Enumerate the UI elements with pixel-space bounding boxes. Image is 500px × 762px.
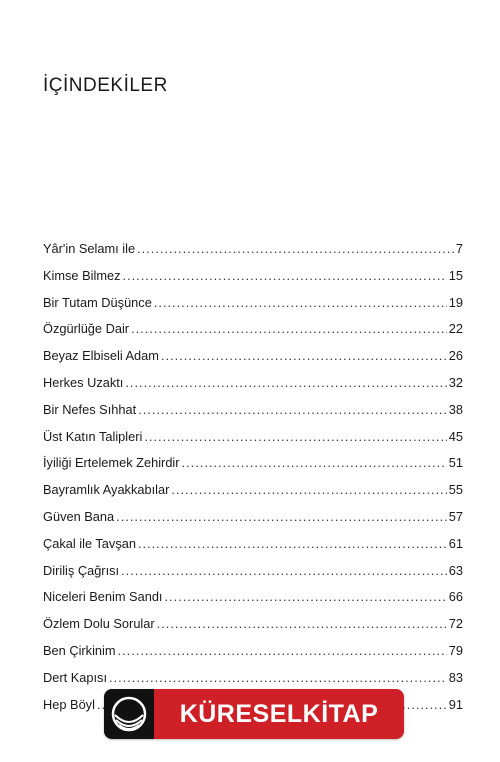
toc-entry-title: Hep Böyl (43, 696, 95, 712)
toc-entry (43, 638, 463, 665)
toc-entry-page: 19 (448, 294, 463, 310)
page-title: İÇİNDEKİLER (43, 74, 168, 96)
toc-entry-title: Özgürlüğe Dair (43, 321, 130, 337)
toc-entry (43, 665, 463, 692)
toc-entry-page: 38 (448, 401, 463, 417)
toc-entry-page: 51 (448, 455, 463, 471)
toc-leader-dots (161, 343, 447, 370)
toc-entry (43, 531, 463, 558)
toc-entry-title: İyiliği Ertelemek Zehirdir (43, 455, 180, 471)
toc-entry (43, 316, 463, 343)
toc-entry-title: Bayramlık Ayakkabılar (43, 482, 170, 498)
toc-entry-title: Niceleri Benim Sandı (43, 589, 163, 605)
toc-entry-title: Özlem Dolu Sorular (43, 616, 155, 632)
toc-entry-page: 61 (448, 535, 463, 551)
toc-leader-dots (182, 450, 447, 477)
toc-leader-dots (125, 370, 446, 397)
toc-entry-page: 79 (448, 642, 463, 658)
table-of-contents (43, 236, 463, 718)
toc-entry (43, 558, 463, 585)
toc-entry-page: 66 (448, 589, 463, 605)
toc-entry-page: 22 (448, 321, 463, 337)
toc-entry-page: 91 (448, 696, 463, 712)
toc-entry-title: Kimse Bilmez (43, 267, 121, 283)
toc-entry-page: 7 (455, 241, 463, 256)
toc-leader-dots (137, 236, 454, 263)
toc-entry-title: Ben Çirkinim (43, 642, 116, 658)
toc-entry (43, 263, 463, 290)
toc-leader-dots (118, 638, 447, 665)
toc-entry (43, 424, 463, 451)
toc-entry (43, 343, 463, 370)
toc-entry (43, 397, 463, 424)
toc-leader-dots (138, 397, 447, 424)
brand-name: KÜRESELKİTAP (179, 699, 379, 728)
toc-entry-title: Çakal ile Tavşan (43, 535, 136, 551)
toc-leader-dots (123, 263, 447, 290)
toc-entry-title: Diriliş Çağrısı (43, 562, 120, 578)
toc-entry-page: 15 (448, 267, 463, 283)
toc-entry-title: Güven Bana (43, 508, 115, 524)
toc-leader-dots (171, 477, 446, 504)
toc-entry (43, 290, 463, 317)
toc-entry-page: 26 (448, 348, 463, 364)
toc-leader-dots (131, 316, 447, 343)
toc-entry-title: Yâr'in Selamı ile (43, 241, 136, 256)
toc-entry-title: Herkes Uzaktı (43, 374, 124, 390)
toc-leader-dots (121, 558, 447, 585)
toc-entry-page: 55 (448, 482, 463, 498)
toc-leader-dots (165, 584, 447, 611)
toc-leader-dots (157, 611, 447, 638)
toc-leader-dots (144, 424, 446, 451)
toc-leader-dots (138, 531, 447, 558)
toc-entry-title: Dert Kapısı (43, 669, 108, 685)
toc-entry (43, 477, 463, 504)
toc-leader-dots (109, 665, 447, 692)
brand-watermark (104, 689, 404, 739)
toc-leader-dots (154, 290, 447, 317)
toc-entry (43, 450, 463, 477)
toc-entry-title: Üst Katın Talipleri (43, 428, 143, 444)
toc-entry-title: Bir Tutam Düşünce (43, 294, 152, 310)
toc-entry-title: Beyaz Elbiseli Adam (43, 348, 159, 364)
toc-entry (43, 611, 463, 638)
toc-entry (43, 236, 463, 263)
toc-entry-page: 57 (448, 508, 463, 524)
toc-leader-dots (116, 504, 447, 531)
toc-entry (43, 370, 463, 397)
globe-logo-icon (104, 689, 154, 739)
toc-entry-page: 45 (448, 428, 463, 444)
toc-entry (43, 504, 463, 531)
toc-entry-page: 63 (448, 562, 463, 578)
toc-entry-page: 32 (448, 374, 463, 390)
toc-entry-page: 83 (448, 669, 463, 685)
toc-entry (43, 584, 463, 611)
toc-entry-title: Bir Nefes Sıhhat (43, 401, 137, 417)
toc-entry-page: 72 (448, 616, 463, 632)
